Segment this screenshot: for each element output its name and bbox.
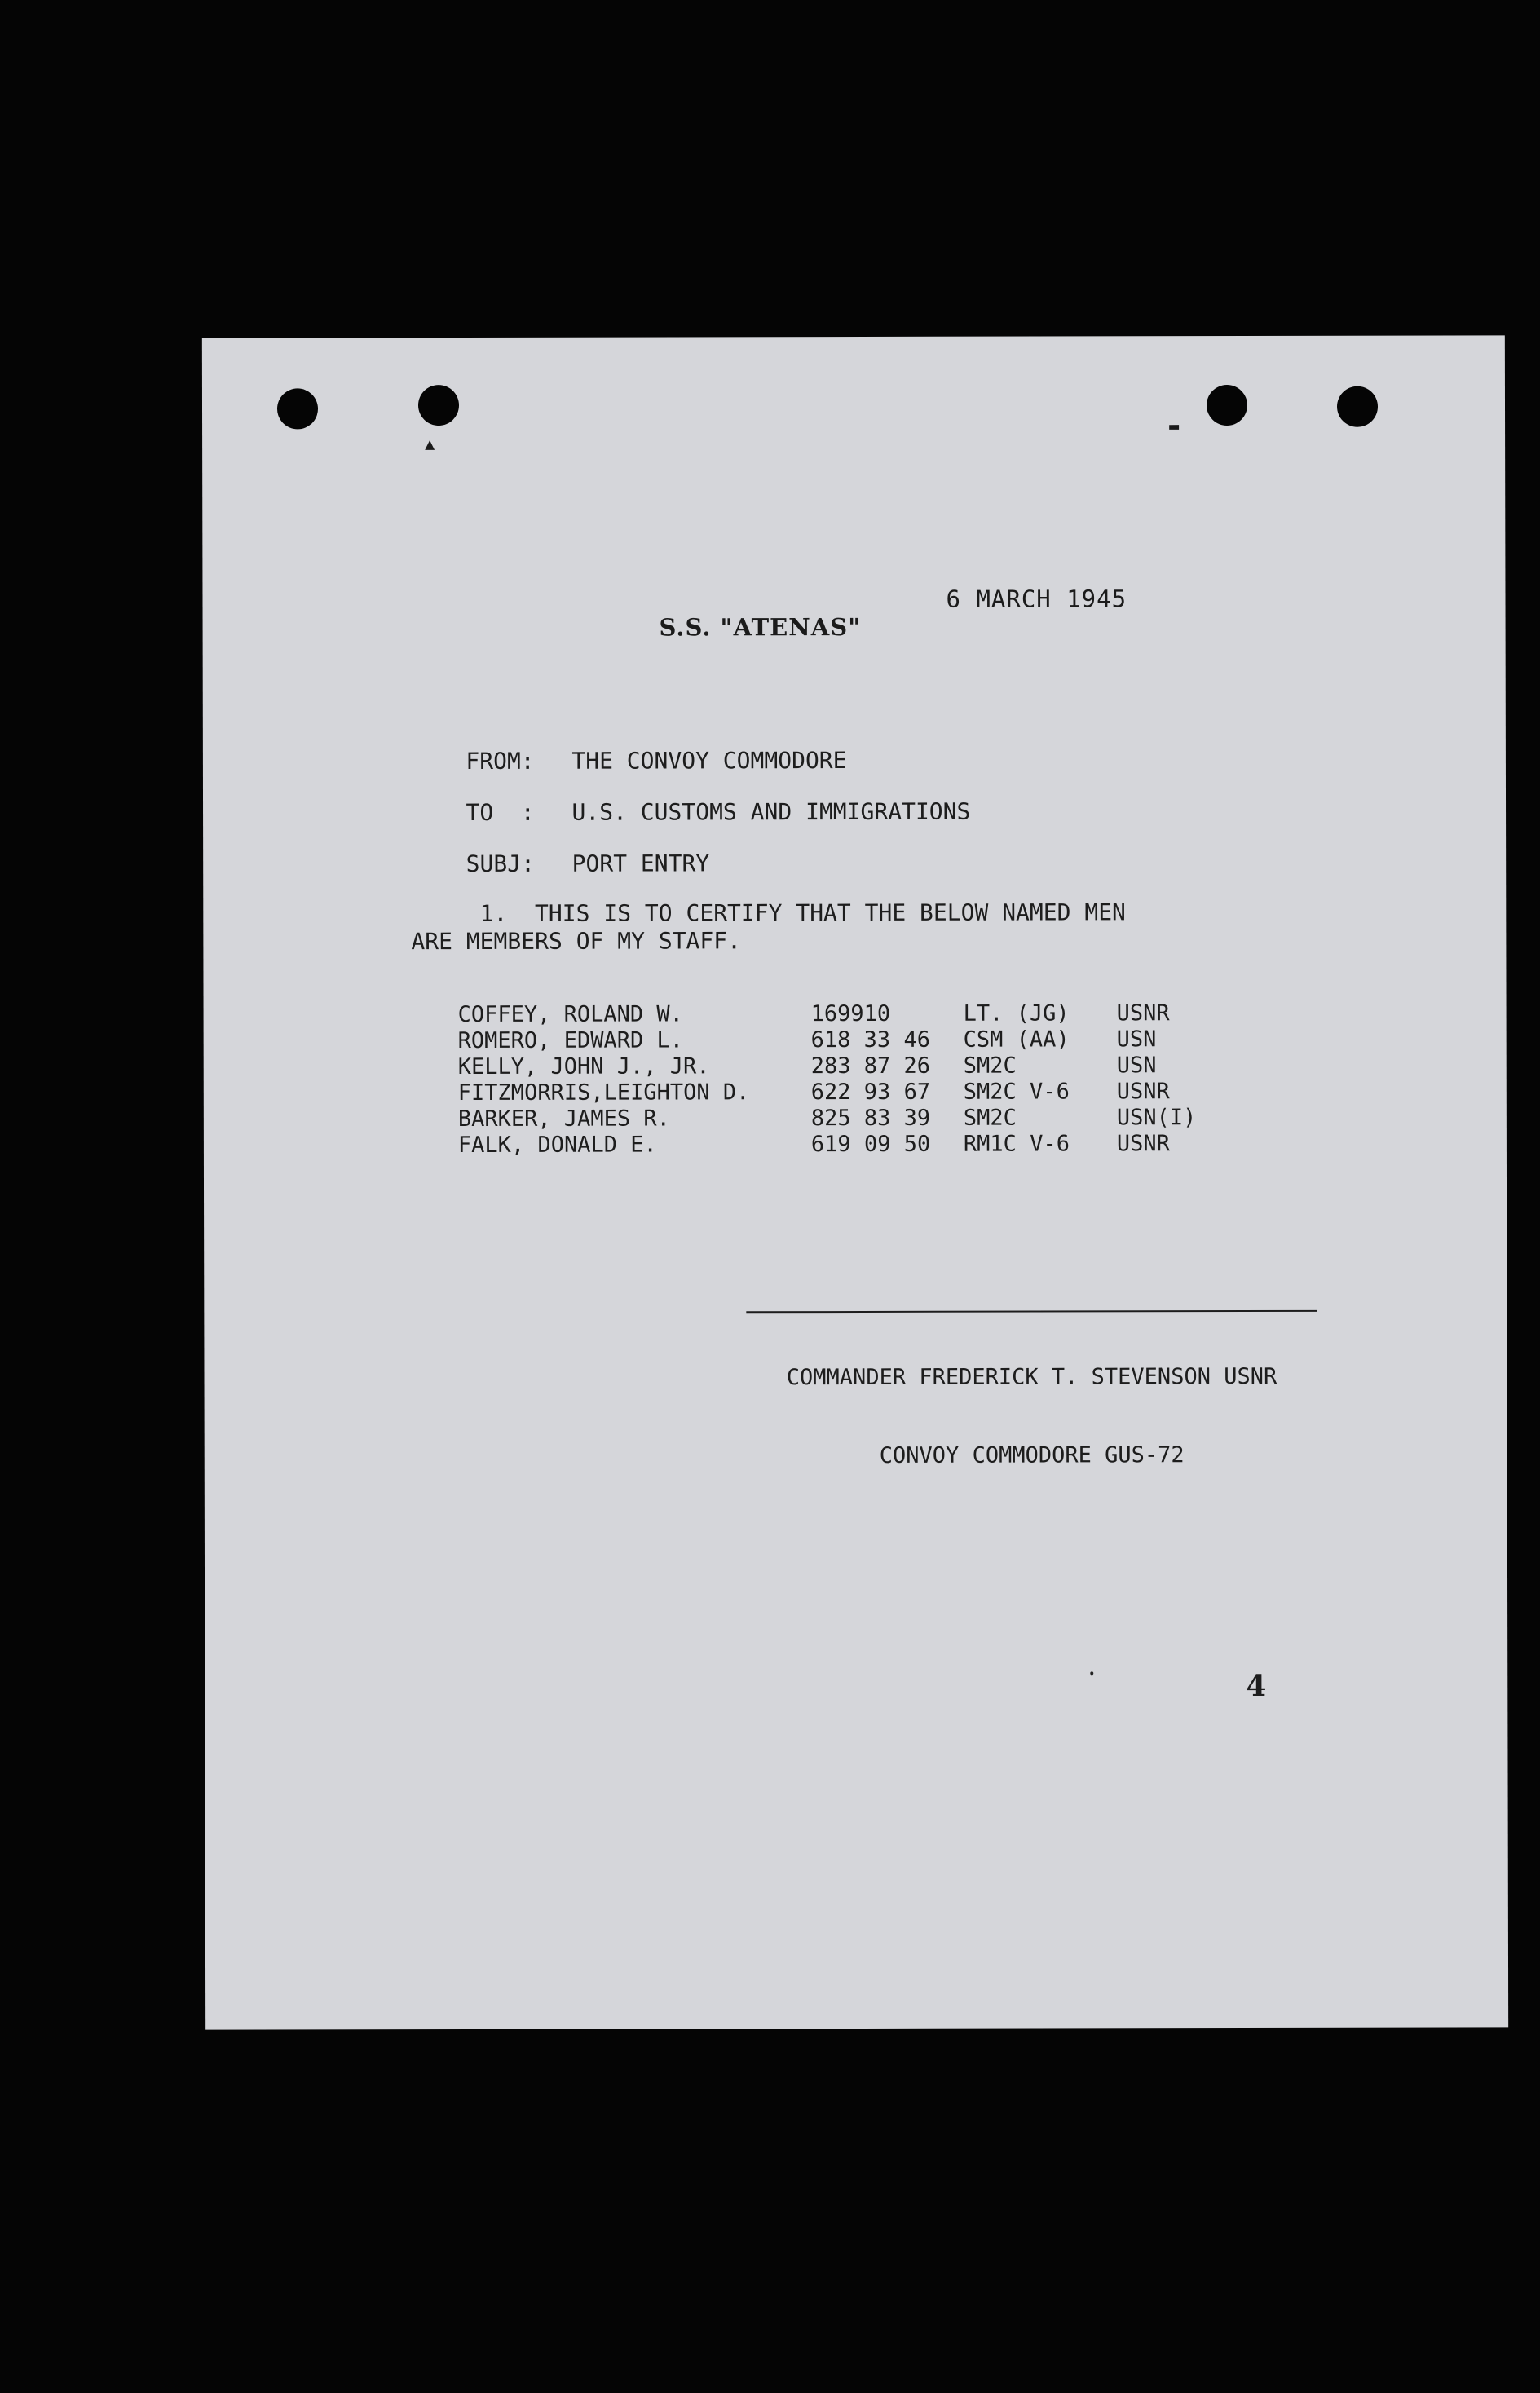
roster-row — [457, 1027, 1157, 1054]
memo-value: PORT ENTRY — [571, 850, 710, 877]
roster-row — [457, 1000, 1170, 1028]
roster-branch: USNR — [1116, 1131, 1170, 1157]
tear-mark: ▲ — [425, 434, 435, 454]
memo-label: FROM: — [466, 747, 535, 775]
memo-subject — [411, 823, 709, 904]
punch-hole — [277, 388, 318, 429]
signatory-name: COMMANDER FREDERICK T. STEVENSON USNR — [786, 1363, 1277, 1391]
signature-block — [746, 1312, 1317, 1521]
roster-service-number: 283 87 26 — [810, 1053, 931, 1079]
document-page — [202, 335, 1508, 2029]
speck — [1090, 1671, 1093, 1675]
roster-service-number: 622 93 67 — [810, 1079, 931, 1106]
memo-value: U.S. CUSTOMS AND IMMIGRATIONS — [571, 797, 971, 826]
memo-value: THE CONVOY COMMODORE — [571, 747, 847, 775]
punch-hole — [418, 385, 459, 426]
roster-rate: RM1C V-6 — [963, 1131, 1070, 1157]
roster-service-number: 825 83 39 — [810, 1105, 931, 1132]
page-number: 4 — [1246, 1668, 1267, 1703]
roster-rate: SM2C V-6 — [963, 1079, 1070, 1105]
roster-row — [457, 1079, 1170, 1106]
roster-branch: USN — [1116, 1053, 1157, 1079]
roster-service-number: 169910 — [810, 1000, 891, 1027]
staff-roster — [457, 1000, 1197, 1159]
memo-label: SUBJ: — [466, 850, 535, 877]
punch-hole — [1337, 386, 1378, 427]
letter-heading — [602, 585, 1127, 697]
signatory-title: CONVOY COMMODORE GUS-72 — [879, 1442, 1185, 1468]
roster-service-number: 619 09 50 — [810, 1131, 931, 1158]
roster-name: BARKER, JAMES R. — [457, 1106, 670, 1132]
roster-branch: USN — [1116, 1027, 1157, 1053]
roster-row — [457, 1131, 1170, 1159]
certification-paragraph: 1. THIS IS TO CERTIFY THAT THE BELOW NAMED MEN ARE MEMBERS OF MY STAFF. — [411, 898, 1126, 956]
roster-row — [457, 1053, 1157, 1080]
letter-date: 6 MARCH 1945 — [946, 585, 1127, 613]
roster-name: FALK, DONALD E. — [457, 1132, 657, 1159]
roster-rate: LT. (JG) — [963, 1000, 1070, 1027]
memo-label: TO : — [466, 798, 535, 826]
ship-name: S.S. "ATENAS" — [659, 612, 862, 642]
roster-branch: USNR — [1116, 1000, 1170, 1027]
roster-branch: USN(I) — [1116, 1105, 1197, 1131]
roster-rate: SM2C — [963, 1053, 1017, 1079]
roster-rate: CSM (AA) — [963, 1027, 1070, 1053]
tear-mark: ▬ — [1169, 416, 1180, 436]
roster-name: COFFEY, ROLAND W. — [457, 1001, 683, 1028]
roster-service-number: 618 33 46 — [810, 1027, 930, 1053]
punch-hole — [1207, 385, 1247, 426]
roster-name: FITZMORRIS,LEIGHTON D. — [457, 1079, 750, 1106]
roster-row — [457, 1105, 1197, 1132]
roster-rate: SM2C — [963, 1105, 1017, 1131]
roster-branch: USNR — [1116, 1079, 1170, 1105]
roster-name: ROMERO, EDWARD L. — [457, 1027, 684, 1054]
roster-name: KELLY, JOHN J., JR. — [457, 1053, 710, 1080]
